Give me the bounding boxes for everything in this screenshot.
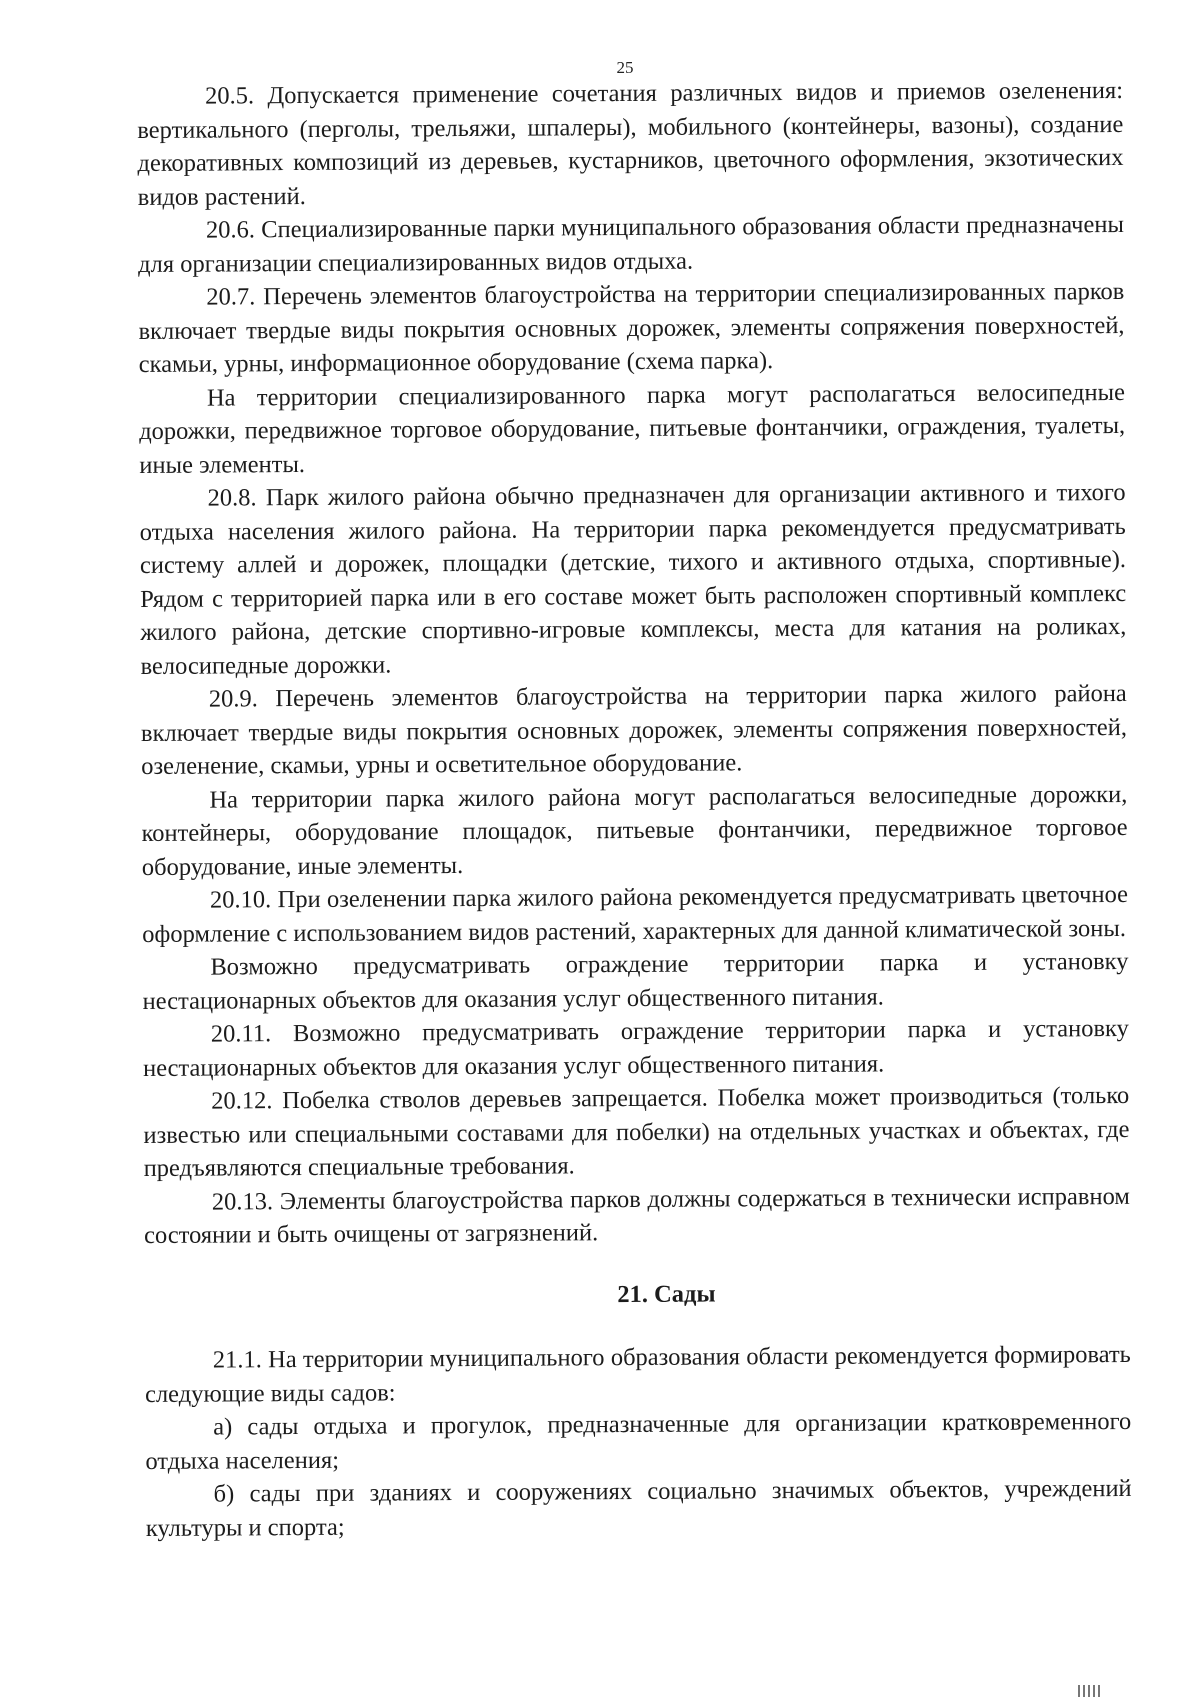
paragraph-20-7-continued: На территории специализированного парка могут располагаться велосипедные дорожки, передвижное торговое оборудование, питьевые фонтанчики, ограждения, туалеты, иные элементы. (139, 378, 1126, 479)
paragraph-20-10: 20.10. При озеленении парка жилого района рекомендуется предусматривать цветочное оформление с использованием видов растений, характерных для данной климатической зоны. (142, 880, 1129, 948)
paragraph-20-5: 20.5. Допускается применение сочетания различных видов и приемов озеленения: вертикального (перголы, трельяжи, шпалеры), мобильного (контейнеры, вазоны), создание декоративных композиций из деревьев, кустарников, цветочного оформления, экзотических видов растений. (137, 76, 1124, 211)
page-number: 25 (616, 58, 634, 77)
paragraph-20-13: 20.13. Элементы благоустройства парков должны содержаться в технически исправном состоянии и быть очищены от загрязнений. (143, 1182, 1130, 1249)
paragraph-20-6: 20.6. Специализированные парки муниципального образования области предназначены для организации специализированных видов отдыха. (138, 210, 1124, 278)
paragraph-20-9: 20.9. Перечень элементов благоустройства на территории парка жилого района включает твердые виды покрытия основных дорожек, элементы сопряжения поверхностей, озеленение, скамьи, урны и осветительное оборудование. (140, 679, 1128, 780)
paragraph-20-9-continued: На территории парка жилого района могут располагаться велосипедные дорожки, контейнеры, оборудование площадок, питьевые фонтанчики, передвижное торговое оборудование, иные элементы. (141, 780, 1128, 881)
paragraph-20-8: 20.8. Парк жилого района обычно предназначен для организации активного и тихого отдыха населения жилого района. На территории парка рекомендуется предусматривать систему аллей и дорожек, площадки (детские, тихого и активного отдыха, спортивные). Рядом с территорией парка или в его составе может быть расположен спортивный комплекс жилого района, детские спортивно-игровые комплексы, места для катания на роликах, велосипедные дорожки. (139, 478, 1127, 680)
paragraph-20-10-continued: Возможно предусматривать ограждение территории парка и установку нестационарных объектов для оказания услуг общественного питания. (142, 947, 1129, 1015)
paragraph-21-1: 21.1. На территории муниципального образования области рекомендуется формировать следующие виды садов: (144, 1340, 1131, 1408)
paragraph-20-12: 20.12. Побелка стволов деревьев запрещается. Побелка может производиться (только известью или специальными составами для побелки) на отдельных участках и объектах, где предъявляются специальные требования. (143, 1081, 1130, 1182)
section-heading: 21. Сады (617, 1279, 716, 1308)
paragraph-20-7: 20.7. Перечень элементов благоустройства на территории специализированных парков включает твердые виды покрытия основных дорожек, элементы сопряжения поверхностей, скамьи, урны, информационное оборудование (схема парка). (138, 277, 1125, 378)
document-body (137, 74, 1132, 1545)
scan-edge-mark (1078, 1683, 1118, 1697)
paragraph-20-11: 20.11. Возможно предусматривать ограждение территории парка и установку нестационарных объектов для оказания услуг общественного питания. (142, 1014, 1129, 1082)
list-item-b: б) сады при зданиях и сооружениях социально значимых объектов, учреждений культуры и спорта; (145, 1474, 1132, 1542)
list-item-a: а) сады отдыха и прогулок, предназначенные для организации кратковременного отдыха населения; (145, 1407, 1132, 1475)
